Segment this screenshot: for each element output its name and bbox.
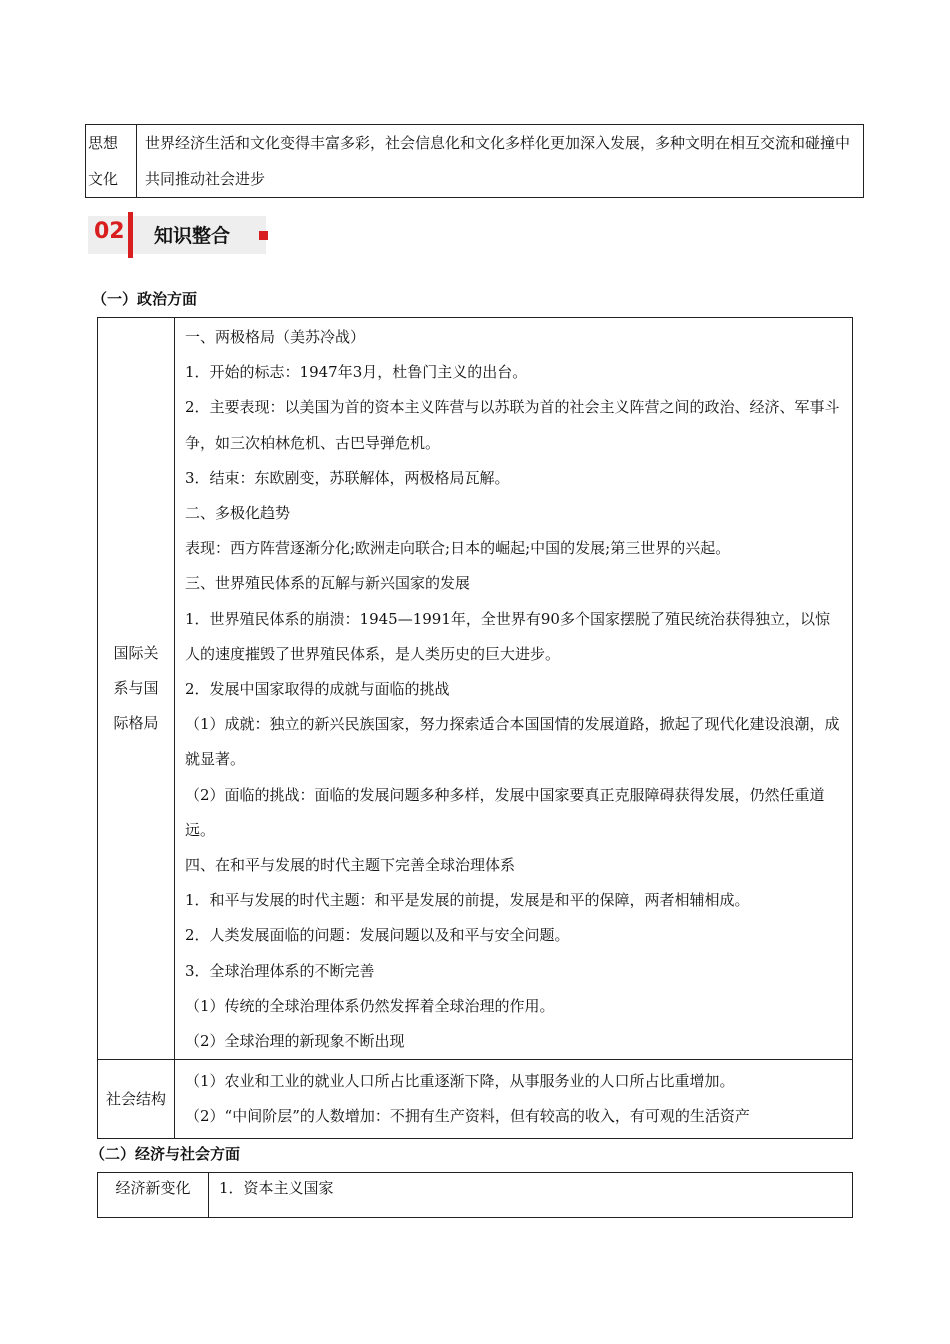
- row-label-line: 际格局: [113, 714, 159, 733]
- table-row: [86, 125, 864, 198]
- content-line: （2）全球治理的新现象不断出现: [185, 1032, 405, 1051]
- content-line: （1）传统的全球治理体系仍然发挥着全球治理的作用。: [185, 996, 555, 1015]
- content-line: 1．开始的标志：1947年3月，杜鲁门主义的出台。: [185, 363, 528, 382]
- accent-bar: [128, 212, 133, 258]
- content-line: 2．人类发展面临的问题：发展问题以及和平与安全问题。: [185, 926, 570, 945]
- politics-heading: （一）政治方面: [92, 290, 198, 308]
- content-line: 3．结束：东欧剧变，苏联解体，两极格局瓦解。: [185, 468, 510, 487]
- section-number: 02: [94, 219, 125, 244]
- section-badge: [88, 216, 266, 254]
- row-label-line: 文化: [88, 170, 119, 188]
- content-line: 表现：西方阵营逐渐分化;欧洲走向联合;日本的崛起;中国的发展;第三世界的兴起。: [185, 539, 731, 558]
- content-line: 二、多极化趋势: [185, 504, 291, 523]
- row-content: [175, 1060, 853, 1139]
- table-row: [98, 1173, 853, 1218]
- row-label: 经济新变化: [98, 1173, 209, 1218]
- content-line: 一、两极格局（美苏冷战）: [185, 328, 366, 346]
- content-line: （2）“中间阶层”的人数增加：不拥有生产资料，但有较高的收入，有可观的生活资产: [185, 1107, 750, 1126]
- row-label: [86, 125, 137, 198]
- row-label-line: 系与国: [113, 679, 159, 698]
- intro-table: [85, 124, 864, 198]
- row-text: 1．资本主义国家: [209, 1173, 853, 1218]
- content-line: （1）农业和工业的就业人口所占比重逐渐下降，从事服务业的人口所占比重增加。: [185, 1072, 735, 1091]
- content-line: 三、世界殖民体系的瓦解与新兴国家的发展: [185, 574, 471, 593]
- row-label-line: 思想: [88, 134, 119, 152]
- content-line: 1．世界殖民体系的崩溃：1945—1991年，全世界有90多个国家摆脱了殖民统治获得独立，以惊人的速度摧毁了世界殖民体系，是人类历史的巨大进步。: [185, 609, 830, 663]
- content-line: （2）面临的挑战：面临的发展问题多种多样，发展中国家要真正克服障碍获得发展，仍然任重道远。: [185, 785, 825, 839]
- section-title: 知识整合: [154, 225, 231, 247]
- content-line: 2．主要表现：以美国为首的资本主义阵营与以苏联为首的社会主义阵营之间的政治、经济、军事斗争，如三次柏林危机、古巴导弹危机。: [185, 398, 840, 452]
- content-line: 1．和平与发展的时代主题：和平是发展的前提，发展是和平的保障，两者相辅相成。: [185, 891, 750, 910]
- row-content: [175, 318, 853, 1060]
- politics-table: [97, 317, 853, 1139]
- row-label: 社会结构: [98, 1060, 175, 1139]
- square-bullet-icon: [259, 231, 268, 240]
- content-line: （1）成就：独立的新兴民族国家，努力探索适合本国国情的发展道路，掀起了现代化建设浪潮，成就显著。: [185, 715, 840, 769]
- row-label: [98, 318, 175, 1060]
- economy-table: [97, 1172, 853, 1218]
- content-line: 2．发展中国家取得的成就与面临的挑战: [185, 680, 450, 699]
- row-text: 世界经济生活和文化变得丰富多彩，社会信息化和文化多样化更加深入发展，多种文明在相互交流和碰撞中共同推动社会进步: [137, 125, 864, 198]
- content-line: 四、在和平与发展的时代主题下完善全球治理体系: [185, 856, 516, 875]
- row-label-line: 国际关: [113, 644, 159, 663]
- table-row: [98, 318, 853, 1060]
- economy-heading: （二）经济与社会方面: [90, 1145, 241, 1163]
- content-line: 3．全球治理体系的不断完善: [185, 961, 375, 980]
- table-row: [98, 1060, 853, 1139]
